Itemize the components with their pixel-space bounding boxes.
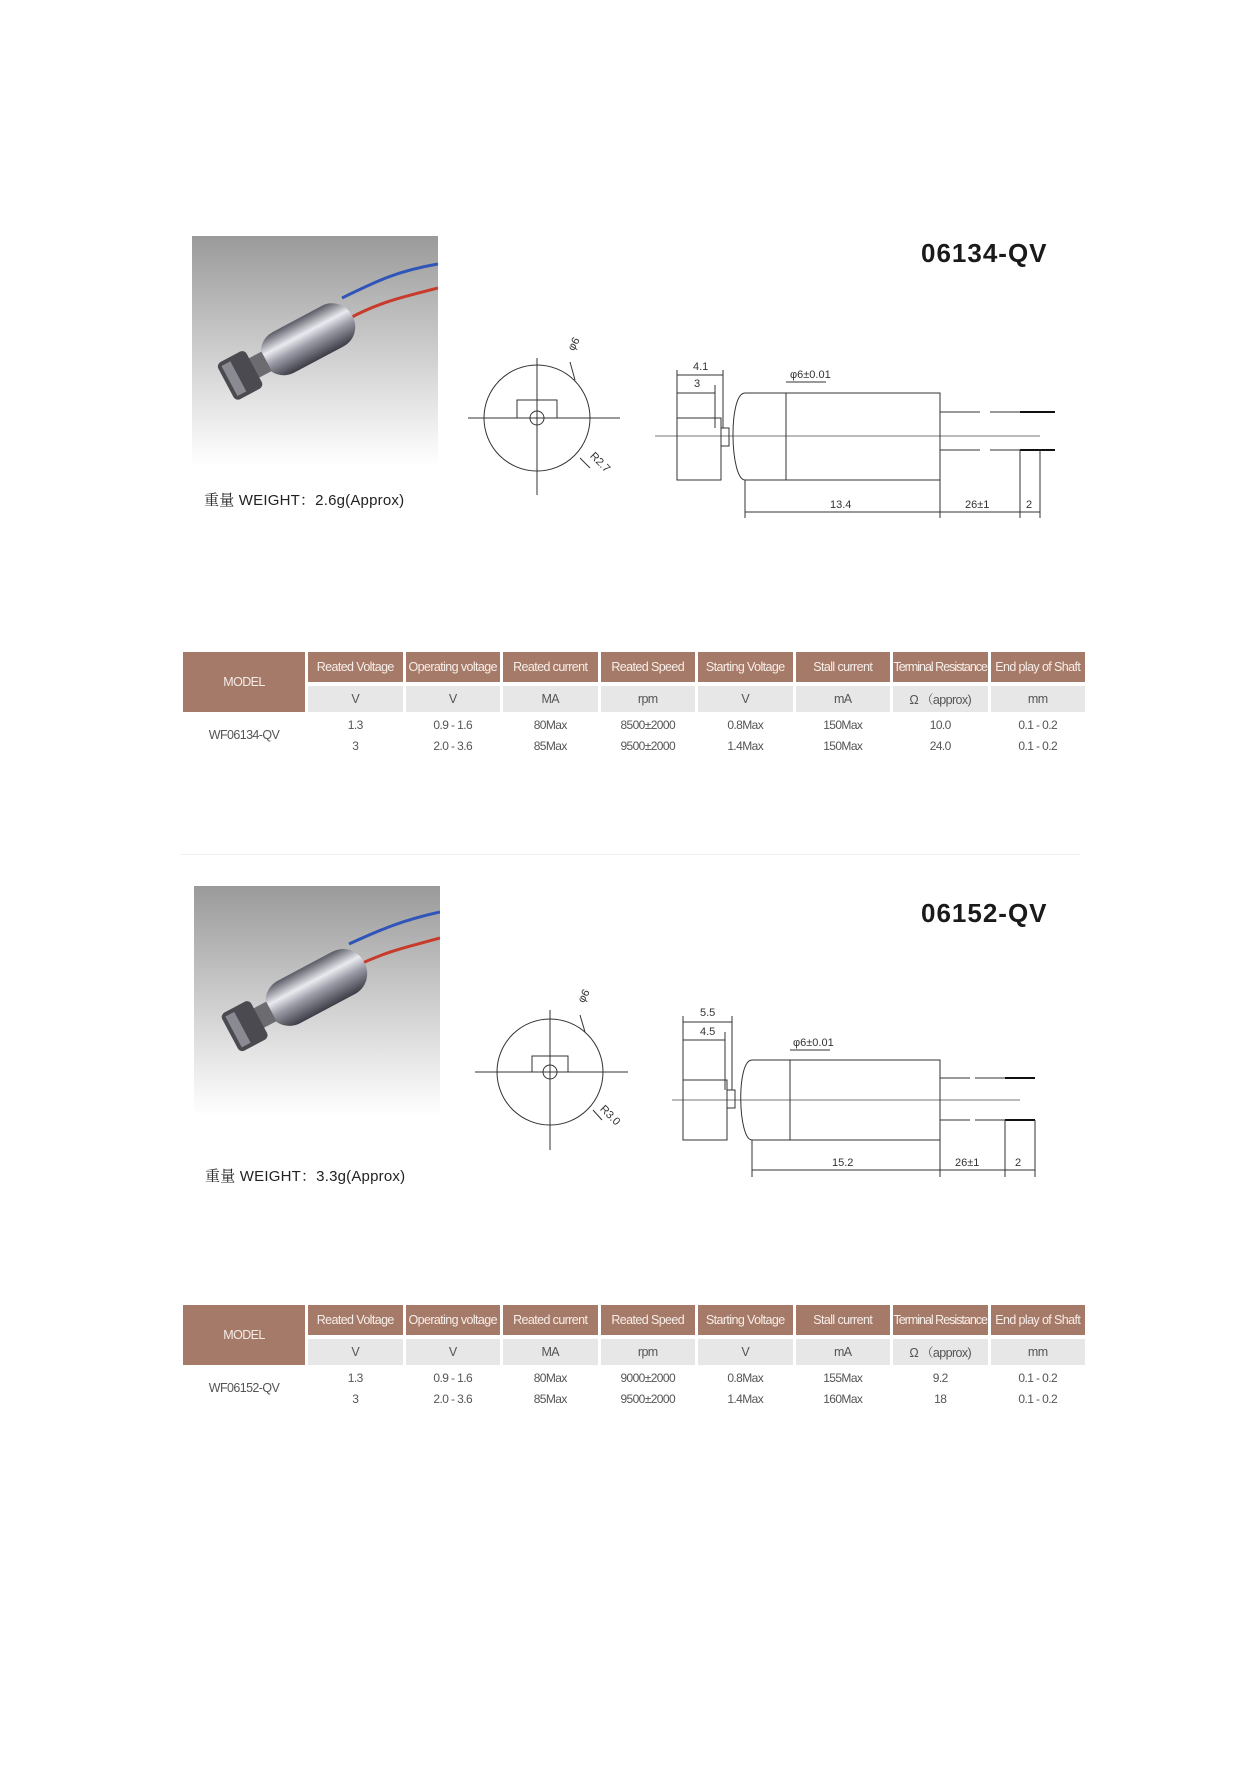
technical-drawing bbox=[460, 300, 1080, 540]
side-view bbox=[672, 1016, 1035, 1177]
header-cell: Reated current bbox=[503, 652, 598, 682]
header-cell: Reated Voltage bbox=[308, 652, 403, 682]
lead-label: 26±1 bbox=[965, 499, 990, 511]
unit-cell: Ω （approx) bbox=[893, 1339, 988, 1365]
unit-cell: rpm bbox=[601, 1339, 696, 1365]
unit-cell: mm bbox=[991, 686, 1086, 712]
unit-cell: mA bbox=[796, 686, 891, 712]
header-cell: Operating voltage bbox=[406, 1305, 501, 1335]
table-cell: 8500±2000 bbox=[620, 717, 676, 732]
table-cell: 9000±2000 bbox=[620, 1370, 676, 1385]
front-radius-label: R3.0 bbox=[597, 1103, 623, 1129]
technical-drawing bbox=[460, 960, 1080, 1200]
unit-cell: Ω （approx) bbox=[893, 686, 988, 712]
spec-table bbox=[180, 1301, 1088, 1411]
dim-b-label: 3 bbox=[694, 378, 701, 390]
table-cell: 2.0 - 3.6 bbox=[433, 1391, 473, 1406]
table-row bbox=[183, 1390, 1085, 1407]
table-cell: 18 bbox=[934, 1391, 947, 1406]
front-radius-label: R2.7 bbox=[587, 450, 613, 476]
table-unit-row bbox=[183, 1339, 1085, 1365]
table-cell: 3 bbox=[352, 738, 359, 753]
header-cell: End play of Shaft bbox=[991, 652, 1086, 682]
model-name-cell: WF06134-QV bbox=[208, 728, 280, 742]
table-cell: 1.4Max bbox=[727, 738, 764, 753]
table-cell: 1.4Max bbox=[727, 1391, 764, 1406]
table-row bbox=[183, 716, 1085, 733]
weight-label: 重量 WEIGHT：3.3g(Approx) bbox=[205, 1168, 406, 1185]
strip-label: 2 bbox=[1015, 1157, 1022, 1169]
spec-table bbox=[180, 648, 1088, 758]
header-cell: Stall current bbox=[796, 1305, 891, 1335]
table-cell: 1.3 bbox=[347, 717, 363, 732]
table-cell: 0.1 - 0.2 bbox=[1018, 738, 1058, 753]
front-dia-label: φ6 bbox=[565, 335, 583, 353]
front-dia-label: φ6 bbox=[575, 987, 593, 1005]
front-view bbox=[468, 358, 620, 495]
header-cell: Reated Voltage bbox=[308, 1305, 403, 1335]
unit-cell: mA bbox=[796, 1339, 891, 1365]
weight-label: 重量 WEIGHT：2.6g(Approx) bbox=[204, 492, 405, 509]
table-row bbox=[183, 737, 1085, 754]
length-label: 13.4 bbox=[830, 499, 852, 511]
table-header-row bbox=[183, 1305, 1085, 1335]
table-cell: 10.0 bbox=[929, 717, 951, 732]
table-cell: 3 bbox=[352, 1391, 359, 1406]
unit-cell: MA bbox=[503, 686, 598, 712]
motor-photo-illustration bbox=[192, 236, 438, 466]
table-cell: 80Max bbox=[533, 1370, 567, 1385]
header-cell: Starting Voltage bbox=[698, 652, 793, 682]
length-label: 15.2 bbox=[832, 1157, 854, 1169]
unit-cell: MA bbox=[503, 1339, 598, 1365]
table-cell: 2.0 - 3.6 bbox=[433, 738, 473, 753]
strip-label: 2 bbox=[1026, 499, 1033, 511]
table-cell: 1.3 bbox=[347, 1370, 363, 1385]
model-title: 06134-QV bbox=[921, 238, 1048, 268]
unit-cell: V bbox=[308, 686, 403, 712]
header-cell: Reated current bbox=[503, 1305, 598, 1335]
header-cell: End play of Shaft bbox=[991, 1305, 1086, 1335]
table-cell: 24.0 bbox=[929, 738, 951, 753]
unit-cell: V bbox=[308, 1339, 403, 1365]
unit-cell: V bbox=[406, 686, 501, 712]
table-cell: 0.9 - 1.6 bbox=[433, 717, 473, 732]
table-row bbox=[183, 1369, 1085, 1386]
table-cell: 0.9 - 1.6 bbox=[433, 1370, 473, 1385]
header-cell: Reated Speed bbox=[601, 1305, 696, 1335]
header-cell: Starting Voltage bbox=[698, 1305, 793, 1335]
dim-a-label: 4.1 bbox=[693, 361, 709, 373]
table-cell: 9500±2000 bbox=[620, 1391, 676, 1406]
body-dia-label: φ6±0.01 bbox=[793, 1037, 834, 1049]
front-view bbox=[475, 1010, 628, 1150]
table-cell: 160Max bbox=[823, 1391, 863, 1406]
unit-cell: V bbox=[698, 686, 793, 712]
table-unit-row bbox=[183, 686, 1085, 712]
model-title: 06152-QV bbox=[921, 898, 1048, 928]
header-cell: Terminal Resistance bbox=[893, 1305, 988, 1335]
table-cell: 80Max bbox=[533, 717, 567, 732]
header-cell: Stall current bbox=[796, 652, 891, 682]
table-cell: 0.1 - 0.2 bbox=[1018, 1370, 1058, 1385]
unit-cell: V bbox=[406, 1339, 501, 1365]
table-cell: 0.8Max bbox=[727, 1370, 764, 1385]
table-cell: 9500±2000 bbox=[620, 738, 676, 753]
header-cell: Terminal Resistance bbox=[893, 652, 988, 682]
header-cell: Reated Speed bbox=[601, 652, 696, 682]
product-photo bbox=[194, 886, 440, 1116]
table-cell: 155Max bbox=[823, 1370, 863, 1385]
section-divider bbox=[180, 854, 1080, 855]
table-cell: 85Max bbox=[533, 1391, 567, 1406]
motor-photo-illustration bbox=[194, 886, 440, 1116]
unit-cell: rpm bbox=[601, 686, 696, 712]
table-cell: 0.8Max bbox=[727, 717, 764, 732]
table-cell: 0.1 - 0.2 bbox=[1018, 1391, 1058, 1406]
lead-label: 26±1 bbox=[955, 1157, 980, 1169]
header-cell: Operating voltage bbox=[406, 652, 501, 682]
dim-b-label: 4.5 bbox=[700, 1026, 716, 1038]
body-dia-label: φ6±0.01 bbox=[790, 369, 831, 381]
side-view bbox=[655, 370, 1055, 518]
unit-cell: mm bbox=[991, 1339, 1086, 1365]
model-header: MODEL bbox=[183, 652, 305, 712]
table-cell: 150Max bbox=[823, 738, 863, 753]
unit-cell: V bbox=[698, 1339, 793, 1365]
model-name-cell: WF06152-QV bbox=[208, 1381, 280, 1395]
table-cell: 0.1 - 0.2 bbox=[1018, 717, 1058, 732]
product-photo bbox=[192, 236, 438, 466]
table-cell: 150Max bbox=[823, 717, 863, 732]
dim-a-label: 5.5 bbox=[700, 1007, 716, 1019]
table-cell: 85Max bbox=[533, 738, 567, 753]
table-cell: 9.2 bbox=[932, 1370, 948, 1385]
table-header-row bbox=[183, 652, 1085, 682]
model-header: MODEL bbox=[183, 1305, 305, 1365]
